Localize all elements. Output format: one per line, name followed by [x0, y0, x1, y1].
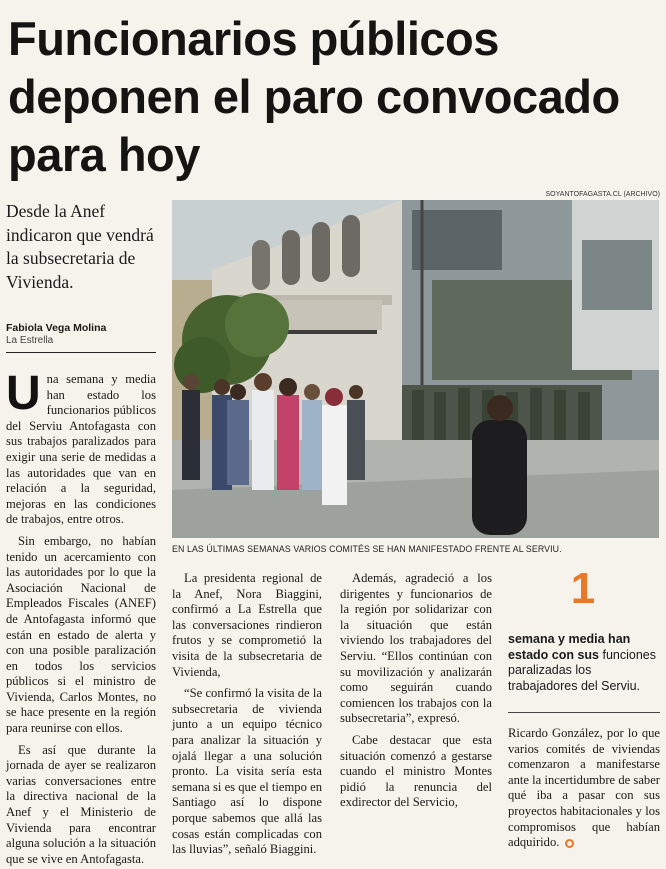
news-photo	[172, 200, 659, 538]
body-paragraph-5: “Se confirmó la visita de la subsecretaria de vivienda junto a un equipo técnico para analizar la situación y ojalá llegar a una solución pronto. La visita sería esta semana si es que el tiempo en Santiago así lo dispone porque sabemos que allá las cosas están complicadas con las lluvias”, señaló Biaggini.	[172, 686, 322, 857]
protest-street-photo	[172, 200, 659, 538]
byline-divider	[6, 352, 156, 353]
article-column-1	[6, 367, 156, 867]
photo-caption: EN LAS ÚLTIMAS SEMANAS VARIOS COMITÉS SE HAN MANIFESTADO FRENTE AL SERVIU.	[172, 544, 562, 554]
fact-divider	[508, 712, 660, 713]
fact-text: funciones paralizadas los trabajadores del Serviu.	[508, 647, 656, 693]
fact-bold-text: semana y media han estado con sus	[508, 632, 631, 662]
photo-credit: SOYANTOFAGASTA.CL (ARCHIVO)	[545, 191, 660, 198]
body-paragraph-2: Sin embargo, no habían tenido un acercamiento con las autoridades por lo que la Asociación Nacional de Empleados Fiscales (ANEF) de Antofagasta informó que están en estado de alerta y con una posible paralización en todos los servicios públicos si el ministro de Vivienda, Carlos Montes, no se hace presente en la región para reunirse con ellos.	[6, 533, 156, 736]
article-column-3	[340, 571, 492, 811]
article-column-2	[172, 571, 322, 858]
body-paragraph-6: Además, agradeció a los dirigentes y funcionarios de la región por solidarizar con la situación que están viviendo los trabajadores del Serviu. “Ellos continúan con su movilización y analizarán como seguirán cuando comiencen los trabajos con la subsecretaria”, expresó.	[340, 571, 492, 726]
byline	[6, 322, 166, 347]
article-column-4	[508, 726, 660, 851]
fact-box	[508, 632, 660, 694]
end-mark-icon	[565, 839, 574, 848]
byline-author: Fabiola Vega Molina	[6, 322, 107, 334]
headline: Funcionarios públicos deponen el paro convocado para hoy	[8, 12, 620, 181]
body-paragraph-3: Es así que durante la jornada de ayer se realizaron varias conversaciones entre la directiva nacional de la Anef y el Ministerio de Vivienda para encontrar alguna solución a la situación que se vive en Antofagasta.	[6, 742, 156, 866]
drop-cap: U	[6, 367, 41, 420]
body-paragraph-4: La presidenta regional de la Anef, Nora Biaggini, confirmó a La Estrella que las conversaciones rindieron frutos y se comprometió la visita de la subsecretaria de Vivienda,	[172, 571, 322, 679]
fact-number: 1	[570, 564, 596, 613]
body-paragraph-1: Una semana y media han estado los funcionarios públicos del Serviu Antofagasta con sus trabajos paralizados para exigir una serie de medidas a las autoridades que van en relación a la seguridad, mejoras en las condiciones de trabajos, entre otros.	[6, 367, 156, 527]
article-deck: Desde la Anef indicaron que vendrá la subsecretaria de Vivienda.	[6, 201, 154, 292]
body-paragraph-7: Cabe destacar que esta situación comenzó a gestarse cuando el ministro Montes pidió la renuncia del exdirector del Servicio,	[340, 732, 492, 810]
body-paragraph-8: Ricardo González, por lo que varios comités de viviendas comenzaron a manifestarse ante la incertidumbre de saber qué iba a pasar con sus proyectos habitacionales y los compromisos que habían adquirido.	[508, 726, 660, 850]
byline-outlet: La Estrella	[6, 335, 54, 346]
